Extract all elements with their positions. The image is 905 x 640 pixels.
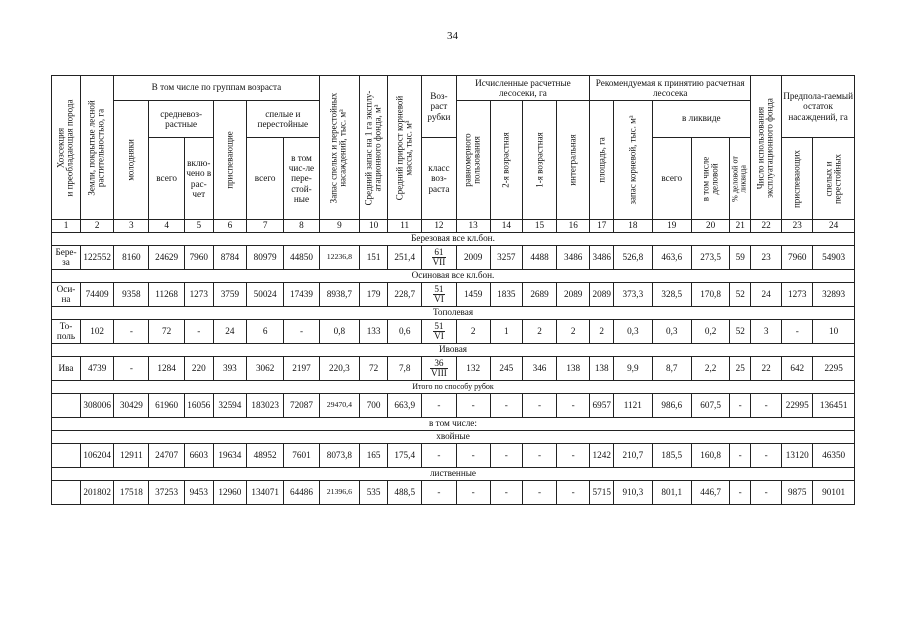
table-cell: 19634 bbox=[213, 444, 246, 468]
species-name: Оси- на bbox=[52, 283, 81, 307]
table-cell: 2295 bbox=[813, 357, 855, 381]
table-cell: 2,2 bbox=[691, 357, 729, 381]
header-land-area: Земли, покрытые лесной растительностью, га bbox=[81, 76, 114, 220]
species-name bbox=[52, 444, 81, 468]
column-number: 11 bbox=[388, 220, 422, 233]
table-cell: 7960 bbox=[782, 246, 813, 270]
species-name: Бере- за bbox=[52, 246, 81, 270]
section-title-row bbox=[52, 418, 855, 431]
table-cell: 25 bbox=[730, 357, 751, 381]
table-cell: 160,8 bbox=[691, 444, 729, 468]
table-cell: 488,5 bbox=[388, 481, 422, 505]
table-cell: 0,3 bbox=[614, 320, 652, 344]
table-cell: 2089 bbox=[590, 283, 614, 307]
section-title-row bbox=[52, 431, 855, 444]
table-cell: 170,8 bbox=[691, 283, 729, 307]
section-title: Тополевая bbox=[52, 307, 855, 320]
table-cell: 1 bbox=[490, 320, 522, 344]
table-cell: 8938,7 bbox=[319, 283, 359, 307]
table-cell: 44850 bbox=[284, 246, 319, 270]
table-cell: - bbox=[557, 444, 590, 468]
table-cell: 138 bbox=[590, 357, 614, 381]
table-cell: 24707 bbox=[149, 444, 184, 468]
table-cell: 328,5 bbox=[652, 283, 691, 307]
table-cell: 2 bbox=[590, 320, 614, 344]
column-number: 16 bbox=[557, 220, 590, 233]
table-cell: 48952 bbox=[246, 444, 283, 468]
column-number: 4 bbox=[149, 220, 184, 233]
table-cell: 3062 bbox=[246, 357, 283, 381]
table-cell: 663,9 bbox=[388, 394, 422, 418]
section-title: хвойные bbox=[52, 431, 855, 444]
table-cell: 245 bbox=[490, 357, 522, 381]
table-cell: 59 bbox=[730, 246, 751, 270]
header-avg-growth: Средний прирост корневой массы, тыс. м³ bbox=[388, 76, 422, 220]
table-cell: - bbox=[751, 444, 782, 468]
header-percent-business: % деловой от ликвида bbox=[730, 138, 751, 220]
table-cell: 52 bbox=[730, 283, 751, 307]
table-cell: 7,8 bbox=[388, 357, 422, 381]
header-mature: спелые и перестойные bbox=[246, 101, 319, 138]
header-business: в том числе деловой bbox=[691, 138, 729, 220]
cut-age-class: - bbox=[422, 444, 456, 468]
table-cell: 52 bbox=[730, 320, 751, 344]
table-cell: 8160 bbox=[114, 246, 149, 270]
header-rem-mature: спелых и перестойных bbox=[813, 138, 855, 220]
table-cell: 3486 bbox=[590, 246, 614, 270]
table-cell: - bbox=[782, 320, 813, 344]
table-row bbox=[52, 481, 855, 505]
section-title-row bbox=[52, 270, 855, 283]
table-cell: - bbox=[490, 444, 522, 468]
column-number: 12 bbox=[422, 220, 456, 233]
table-cell: 183023 bbox=[246, 394, 283, 418]
table-cell: 8073,8 bbox=[319, 444, 359, 468]
table-cell: 2197 bbox=[284, 357, 319, 381]
page-number: 34 bbox=[447, 30, 458, 42]
table-row bbox=[52, 394, 855, 418]
table-cell: 2089 bbox=[557, 283, 590, 307]
column-number: 10 bbox=[360, 220, 388, 233]
table-cell: 6957 bbox=[590, 394, 614, 418]
header-usage-number: Число использования эксплуатационного фонда bbox=[751, 76, 782, 220]
table-cell: 175,4 bbox=[388, 444, 422, 468]
section-title: Ивовая bbox=[52, 344, 855, 357]
table-cell: 50024 bbox=[246, 283, 283, 307]
table-cell: - bbox=[490, 394, 522, 418]
table-cell: 4488 bbox=[522, 246, 556, 270]
column-number: 15 bbox=[522, 220, 556, 233]
table-cell: 32893 bbox=[813, 283, 855, 307]
table-cell: 1121 bbox=[614, 394, 652, 418]
table-cell: 9875 bbox=[782, 481, 813, 505]
table-cell: 3 bbox=[751, 320, 782, 344]
table-cell: 986,6 bbox=[652, 394, 691, 418]
column-number: 1 bbox=[52, 220, 81, 233]
table-cell: 23 bbox=[751, 246, 782, 270]
header-included: вклю-чено в рас-чет bbox=[184, 138, 213, 220]
table-cell: 201802 bbox=[81, 481, 114, 505]
header-young: молодняки bbox=[114, 101, 149, 220]
section-title-row bbox=[52, 468, 855, 481]
table-cell: 1284 bbox=[149, 357, 184, 381]
table-row bbox=[52, 444, 855, 468]
table-cell: 642 bbox=[782, 357, 813, 381]
header-liquid-total: всего bbox=[652, 138, 691, 220]
table-cell: 72 bbox=[149, 320, 184, 344]
section-title: Березовая все кл.бон. bbox=[52, 233, 855, 246]
table-cell: 16056 bbox=[184, 394, 213, 418]
table-cell: 22 bbox=[751, 357, 782, 381]
table-cell: 179 bbox=[360, 283, 388, 307]
table-cell: 220,3 bbox=[319, 357, 359, 381]
section-title: в том числе: bbox=[52, 418, 855, 431]
table-cell: 535 bbox=[360, 481, 388, 505]
species-name: Ива bbox=[52, 357, 81, 381]
table-cell: 32594 bbox=[213, 394, 246, 418]
header-recommended: Рекомендуемая к принятию расчетная лесосека bbox=[590, 76, 751, 101]
section-title: лиственные bbox=[52, 468, 855, 481]
column-number: 7 bbox=[246, 220, 283, 233]
table-cell: 11268 bbox=[149, 283, 184, 307]
header-middle-total: всего bbox=[149, 138, 184, 220]
table-cell: 133 bbox=[360, 320, 388, 344]
table-row bbox=[52, 320, 855, 344]
table-cell: 9358 bbox=[114, 283, 149, 307]
header-cut-age: Воз-раст рубки bbox=[422, 76, 456, 138]
table-cell: - bbox=[114, 357, 149, 381]
table-cell: - bbox=[184, 320, 213, 344]
table-cell: 106204 bbox=[81, 444, 114, 468]
column-number: 21 bbox=[730, 220, 751, 233]
section-title: Осиновая все кл.бон. bbox=[52, 270, 855, 283]
table-cell: 3257 bbox=[490, 246, 522, 270]
table-cell: 801,1 bbox=[652, 481, 691, 505]
table-cell: 8784 bbox=[213, 246, 246, 270]
table-cell: 2 bbox=[456, 320, 490, 344]
section-title-row bbox=[52, 233, 855, 246]
header-mature-total: всего bbox=[246, 138, 283, 220]
table-cell: 90101 bbox=[813, 481, 855, 505]
table-cell: 1273 bbox=[184, 283, 213, 307]
table-cell: 37253 bbox=[149, 481, 184, 505]
table-row bbox=[52, 357, 855, 381]
table-cell: - bbox=[284, 320, 319, 344]
table-cell: - bbox=[730, 394, 751, 418]
table-cell: 136451 bbox=[813, 394, 855, 418]
table-cell: 122552 bbox=[81, 246, 114, 270]
column-number: 20 bbox=[691, 220, 729, 233]
table-cell: 80979 bbox=[246, 246, 283, 270]
table-cell: 0,2 bbox=[691, 320, 729, 344]
table-cell: 393 bbox=[213, 357, 246, 381]
column-numbers-row bbox=[52, 220, 855, 233]
table-cell: 5715 bbox=[590, 481, 614, 505]
column-number: 13 bbox=[456, 220, 490, 233]
header-uniform: равномерного пользования bbox=[456, 101, 490, 220]
table-cell: 12236,8 bbox=[319, 246, 359, 270]
table-cell: - bbox=[490, 481, 522, 505]
column-number: 17 bbox=[590, 220, 614, 233]
table-cell: 0,8 bbox=[319, 320, 359, 344]
table-cell: 607,5 bbox=[691, 394, 729, 418]
table-cell: 3759 bbox=[213, 283, 246, 307]
column-number: 8 bbox=[284, 220, 319, 233]
header-avg-stock: Средний запас на 1 га эксплу- атационного фонда, м³ bbox=[360, 76, 388, 220]
cut-age-class: - bbox=[422, 481, 456, 505]
table-cell: 308006 bbox=[81, 394, 114, 418]
table-cell: 1835 bbox=[490, 283, 522, 307]
table-cell: 7960 bbox=[184, 246, 213, 270]
table-row bbox=[52, 246, 855, 270]
header-1st-age: 1-я возрастная bbox=[522, 101, 556, 220]
table-cell: - bbox=[456, 394, 490, 418]
table-cell: 24 bbox=[213, 320, 246, 344]
header-hozsekciya: Хозсекция и преобладающая порода bbox=[52, 76, 81, 220]
species-name bbox=[52, 481, 81, 505]
table-cell: 273,5 bbox=[691, 246, 729, 270]
header-rem-ripening: приспевающих bbox=[782, 138, 813, 220]
table-cell: - bbox=[456, 481, 490, 505]
cut-age-class: $\frac{61}{\text{VII}}$ bbox=[422, 246, 456, 270]
section-title-row bbox=[52, 381, 855, 394]
table-cell: 210,7 bbox=[614, 444, 652, 468]
table-cell: 151 bbox=[360, 246, 388, 270]
table-cell: 1242 bbox=[590, 444, 614, 468]
table-cell: 463,6 bbox=[652, 246, 691, 270]
table-cell: 72087 bbox=[284, 394, 319, 418]
header-ripening: приспевающие bbox=[213, 101, 246, 220]
table-cell: 185,5 bbox=[652, 444, 691, 468]
column-number: 3 bbox=[114, 220, 149, 233]
table-cell: - bbox=[522, 444, 556, 468]
header-root-stock: запас корневой, тыс. м³ bbox=[614, 101, 652, 220]
table-cell: 3486 bbox=[557, 246, 590, 270]
column-number: 2 bbox=[81, 220, 114, 233]
table-cell: 10 bbox=[813, 320, 855, 344]
table-cell: 526,8 bbox=[614, 246, 652, 270]
table-cell: 61960 bbox=[149, 394, 184, 418]
header-age-class: класс воз-раста bbox=[422, 138, 456, 220]
table-cell: 30429 bbox=[114, 394, 149, 418]
cut-age-class: - bbox=[422, 394, 456, 418]
header-liquid: в ликвиде bbox=[652, 101, 751, 138]
table-cell: 12911 bbox=[114, 444, 149, 468]
header-2nd-age: 2-я возрастная bbox=[490, 101, 522, 220]
column-number: 5 bbox=[184, 220, 213, 233]
table-cell: - bbox=[730, 444, 751, 468]
table-cell: 9453 bbox=[184, 481, 213, 505]
table-cell: 29470,4 bbox=[319, 394, 359, 418]
table-cell: - bbox=[522, 394, 556, 418]
table-cell: - bbox=[751, 481, 782, 505]
table-cell: 102 bbox=[81, 320, 114, 344]
table-cell: 1273 bbox=[782, 283, 813, 307]
table-cell: 72 bbox=[360, 357, 388, 381]
header-integral: интегральная bbox=[557, 101, 590, 220]
table-cell: 0,3 bbox=[652, 320, 691, 344]
table-cell: 228,7 bbox=[388, 283, 422, 307]
header-mature-stock: Запас спелых и перестойных насаждений, тыс. м³ bbox=[319, 76, 359, 220]
table-cell: 910,3 bbox=[614, 481, 652, 505]
table-cell: 2009 bbox=[456, 246, 490, 270]
table-cell: 346 bbox=[522, 357, 556, 381]
table-cell: 4739 bbox=[81, 357, 114, 381]
table-cell: 6 bbox=[246, 320, 283, 344]
table-cell: 446,7 bbox=[691, 481, 729, 505]
table-cell: 22995 bbox=[782, 394, 813, 418]
table-cell: 220 bbox=[184, 357, 213, 381]
table-cell: 138 bbox=[557, 357, 590, 381]
table-cell: 2 bbox=[522, 320, 556, 344]
table-cell: 21396,6 bbox=[319, 481, 359, 505]
table-cell: - bbox=[522, 481, 556, 505]
table-cell: 12960 bbox=[213, 481, 246, 505]
table-cell: 17439 bbox=[284, 283, 319, 307]
column-number: 9 bbox=[319, 220, 359, 233]
table-cell: 6603 bbox=[184, 444, 213, 468]
section-title-row bbox=[52, 307, 855, 320]
cut-age-class: $\frac{51}{VI}$ bbox=[422, 283, 456, 307]
table-cell: 7601 bbox=[284, 444, 319, 468]
header-age-groups: В том числе по группам возраста bbox=[114, 76, 319, 101]
table-cell: 0,6 bbox=[388, 320, 422, 344]
table-cell: 132 bbox=[456, 357, 490, 381]
table-cell: 165 bbox=[360, 444, 388, 468]
column-number: 24 bbox=[813, 220, 855, 233]
table-cell: 700 bbox=[360, 394, 388, 418]
column-number: 6 bbox=[213, 220, 246, 233]
cut-age-class: $\frac{36}{\text{VIII}}$ bbox=[422, 357, 456, 381]
table-cell: - bbox=[456, 444, 490, 468]
table-cell: - bbox=[557, 394, 590, 418]
table-cell: - bbox=[114, 320, 149, 344]
header-remaining: Предпола-гаемый остаток насаждений, га bbox=[782, 76, 855, 138]
header-calculated: Исчисленные расчетные лесосеки, га bbox=[456, 76, 590, 101]
header-overmature: в том чис-ле пере-стой-ные bbox=[284, 138, 319, 220]
table-cell: 46350 bbox=[813, 444, 855, 468]
table-cell: 2 bbox=[557, 320, 590, 344]
forest-cutting-table bbox=[51, 75, 855, 505]
table-cell: 251,4 bbox=[388, 246, 422, 270]
cut-age-class: $\frac{51}{VI}$ bbox=[422, 320, 456, 344]
species-name bbox=[52, 394, 81, 418]
section-title: Итого по способу рубок bbox=[52, 381, 855, 394]
table-cell: 17518 bbox=[114, 481, 149, 505]
header-area: площадь, га bbox=[590, 101, 614, 220]
table-row bbox=[52, 283, 855, 307]
column-number: 18 bbox=[614, 220, 652, 233]
table-cell: 8,7 bbox=[652, 357, 691, 381]
table-cell: 13120 bbox=[782, 444, 813, 468]
table-cell: 74409 bbox=[81, 283, 114, 307]
table-cell: - bbox=[557, 481, 590, 505]
section-title-row bbox=[52, 344, 855, 357]
table-cell: 9,9 bbox=[614, 357, 652, 381]
table-cell: 24629 bbox=[149, 246, 184, 270]
table-cell: 24 bbox=[751, 283, 782, 307]
table-cell: 64486 bbox=[284, 481, 319, 505]
table-cell: 1459 bbox=[456, 283, 490, 307]
species-name: То- поль bbox=[52, 320, 81, 344]
column-number: 23 bbox=[782, 220, 813, 233]
table-cell: 373,3 bbox=[614, 283, 652, 307]
column-number: 19 bbox=[652, 220, 691, 233]
table-cell: 134071 bbox=[246, 481, 283, 505]
table-cell: 54903 bbox=[813, 246, 855, 270]
table-cell: - bbox=[730, 481, 751, 505]
column-number: 14 bbox=[490, 220, 522, 233]
table-cell: 2689 bbox=[522, 283, 556, 307]
column-number: 22 bbox=[751, 220, 782, 233]
table-cell: - bbox=[751, 394, 782, 418]
header-middle-aged: средневоз-растные bbox=[149, 101, 213, 138]
